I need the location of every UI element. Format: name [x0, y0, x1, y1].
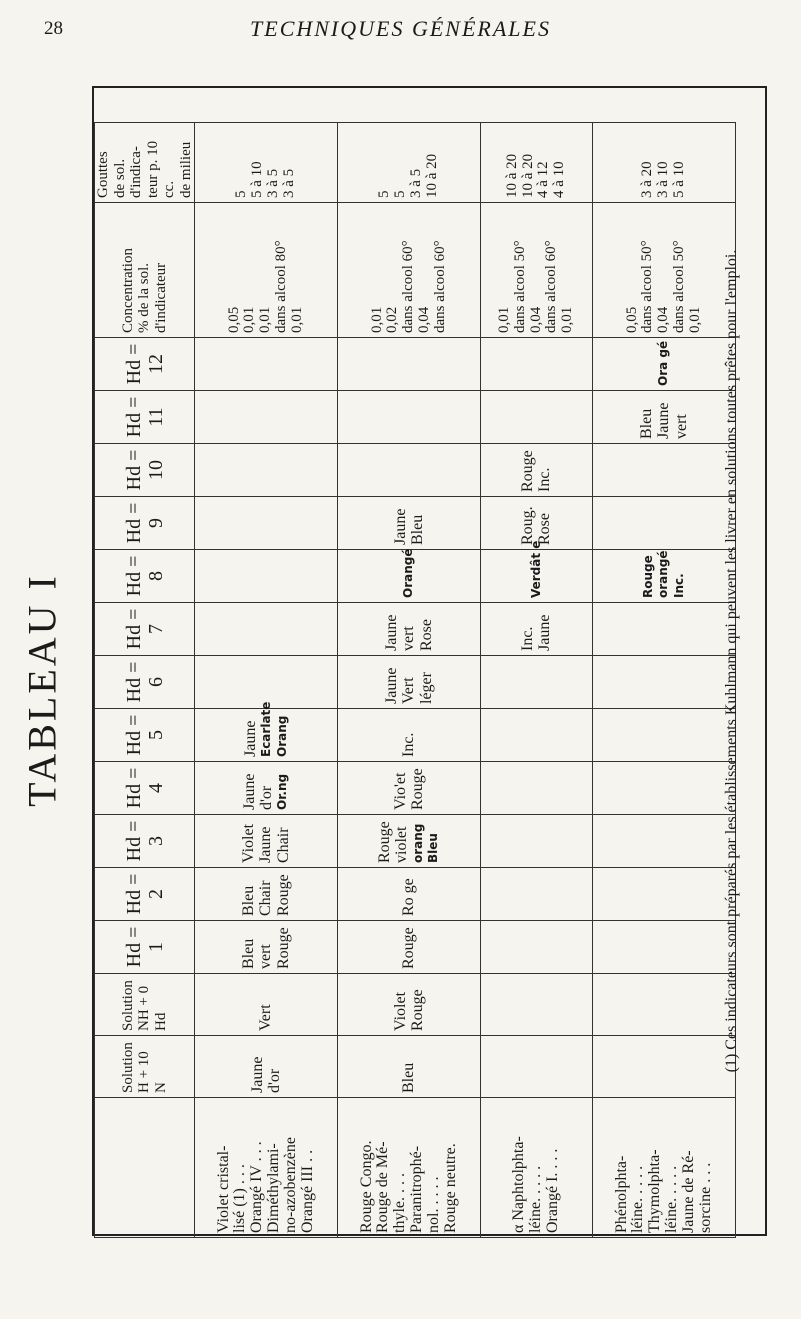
concentration-cell: 0,05 0,01 0,01 dans alcool 80° 0,01 [195, 203, 338, 338]
color-cell-hd8: Verdât e [480, 550, 592, 603]
color-cell-hd3 [480, 815, 592, 868]
color-cell-hn: Vert [195, 974, 338, 1036]
color-cell-hd6 [195, 656, 338, 709]
color-cell-hd8: Orangé [337, 550, 480, 603]
header-hd6: Hd = 6 [95, 656, 195, 709]
header-hd7: Hd = 7 [95, 603, 195, 656]
header-hd2: Hd = 2 [95, 868, 195, 921]
color-cell-hd12: Ora gé [593, 338, 736, 391]
header-hd9: Hd = 9 [95, 497, 195, 550]
header-concentration: Concentration % de la sol. d'indicateur [95, 203, 195, 338]
header-hd12: Hd = 12 [95, 338, 195, 391]
color-cell-hd12 [480, 338, 592, 391]
color-cell-hd5 [480, 709, 592, 762]
color-cell-hd8 [195, 550, 338, 603]
indicator-table [94, 122, 736, 1238]
color-cell-hd1: Rouge [337, 921, 480, 974]
color-cell-hd5: Inc. [337, 709, 480, 762]
table-row [195, 123, 338, 1238]
color-cell-hd6 [480, 656, 592, 709]
plate-label: TABLEAU I [19, 573, 65, 807]
color-cell-hd2: Ro ge [337, 868, 480, 921]
color-cell-hd11 [337, 391, 480, 444]
indicator-name-cell: Violet cristal- lisé (1) . . . Orangé IV . . . Diméthylami- no-azobenzène Orangé III . . [195, 1098, 338, 1238]
header-row [95, 123, 195, 1238]
color-cell-hd7: Inc. Jaune [480, 603, 592, 656]
concentration-cell: 0,01 0,02 dans alcool 60° 0,04 dans alcool 60° [337, 203, 480, 338]
header-hd1: Hd = 1 [95, 921, 195, 974]
color-cell-hd7: Jaune vert Rose [337, 603, 480, 656]
color-cell-hn [480, 974, 592, 1036]
header-solution-hn: Solution NH + 0 Hd [95, 974, 195, 1036]
color-cell-hd2 [480, 868, 592, 921]
color-cell-hd3: Rouge violet orang Bleu [337, 815, 480, 868]
color-cell-hd11 [480, 391, 592, 444]
color-cell-hd1 [480, 921, 592, 974]
header-hd11: Hd = 11 [95, 391, 195, 444]
indicator-name-cell: α Naphtolphta- léine. . . . . Orangé I. . . . [480, 1098, 592, 1238]
header-indicator [95, 1098, 195, 1238]
indicator-name-cell: Phénolphta- léine. . . . . Thymolphta- léine. . . . . Jaune de Ré- sorcine . . . [593, 1098, 736, 1238]
color-cell-hd10 [337, 444, 480, 497]
drops-cell: 5 5 3 à 5 10 à 20 [337, 123, 480, 203]
color-cell-hd11 [195, 391, 338, 444]
rotated-table-container [94, 88, 769, 1238]
color-cell-hd10 [195, 444, 338, 497]
header-hd8: Hd = 8 [95, 550, 195, 603]
color-cell-n10: Bleu [337, 1036, 480, 1098]
page-number: 28 [44, 18, 63, 39]
indicator-name-cell: Rouge Congo. Rouge de Mé- thyle. . . . Paranitrophé- nol. . . . . Rouge neutre. [337, 1098, 480, 1238]
table-row [337, 123, 480, 1238]
color-cell-hd2: Bleu Chair Rouge [195, 868, 338, 921]
header-hd5: Hd = 5 [95, 709, 195, 762]
indicator-table-frame [92, 86, 767, 1236]
color-cell-hd3: Violet Jaune Chair [195, 815, 338, 868]
color-cell-hd9: Jaune Bleu [337, 497, 480, 550]
header-hd4: Hd = 4 [95, 762, 195, 815]
table-body [195, 123, 736, 1238]
color-cell-n10: Jaune d'or [195, 1036, 338, 1098]
color-cell-hd8: Rouge orangé Inc. [593, 550, 736, 603]
color-cell-hd12 [337, 338, 480, 391]
color-cell-hd6: Jaune Vert léger [337, 656, 480, 709]
header-solution-n10: Solution H + 10 N [95, 1036, 195, 1098]
drops-cell: 3 à 20 3 à 10 5 à 10 [593, 123, 736, 203]
color-cell-hd9: Roug. Rose [480, 497, 592, 550]
color-cell-hd1: Bleu vert Rouge [195, 921, 338, 974]
color-cell-hd4: Vio'et Rouge [337, 762, 480, 815]
drops-cell: 10 à 20 10 à 20 4 à 12 4 à 10 [480, 123, 592, 203]
header-drops: Gouttes de sol. d'indica- teur p. 10 cc. de milieu [95, 123, 195, 203]
concentration-cell: 0,01 dans alcool 50° 0,04 dans alcool 60° 0,01 [480, 203, 592, 338]
concentration-cell: 0,05 dans alcool 50° 0,04 dans alcool 50° 0,01 [593, 203, 736, 338]
color-cell-hd4 [480, 762, 592, 815]
color-cell-hd7 [195, 603, 338, 656]
running-head: TECHNIQUES GÉNÉRALES [250, 16, 551, 41]
color-cell-hd12 [195, 338, 338, 391]
color-cell-hd9 [195, 497, 338, 550]
color-cell-n10 [480, 1036, 592, 1098]
color-cell-hd4: Jaune d'or Or.ng [195, 762, 338, 815]
header-hd10: Hd = 10 [95, 444, 195, 497]
footnote: (1) Ces indicateurs sont préparés par les établissements Kuhlmann qui peuvent les livrer en solutions toutes prêtes pour l'emploi. [723, 249, 740, 1073]
color-cell-hn: Violet Rouge [337, 974, 480, 1036]
table-row [480, 123, 592, 1238]
color-cell-hd11: Bleu Jaune vert [593, 391, 736, 444]
drops-cell: 5 5 à 10 3 à 5 3 à 5 [195, 123, 338, 203]
header-hd3: Hd = 3 [95, 815, 195, 868]
color-cell-hd10: Rouge Inc. [480, 444, 592, 497]
color-cell-hd5: Jaune Ecarlate Orang [195, 709, 338, 762]
